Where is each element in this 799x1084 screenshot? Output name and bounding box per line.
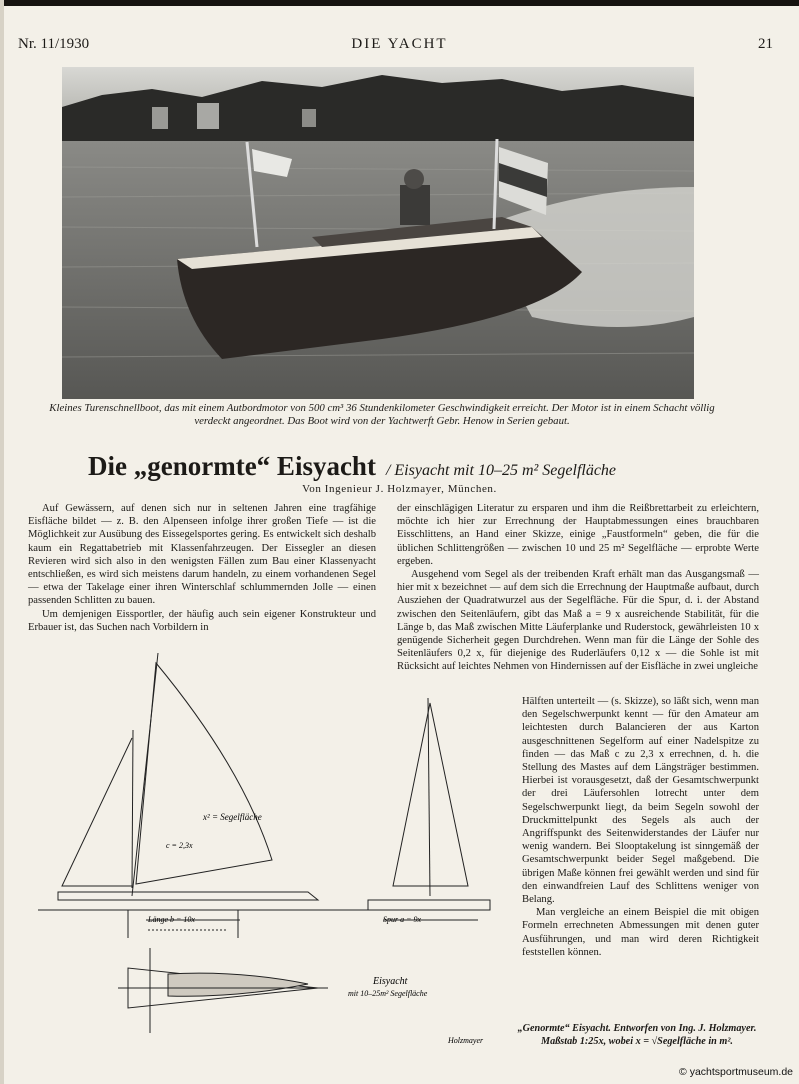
article-title: Die „genormte“ Eisyacht xyxy=(88,451,376,481)
drawing-title: Eisyacht xyxy=(373,976,408,987)
sail-area-label: x² = Segelfläche xyxy=(203,812,262,822)
drawing-subtitle: mit 10–25m² Segelfläche xyxy=(348,989,428,998)
scan-left-edge xyxy=(0,0,4,1084)
figure-caption: „Genormte“ Eisyacht. Entworfen von Ing. J. Holzmayer. Maßstab 1:25x, wobei x = √Segelfläche in m². xyxy=(517,1023,757,1047)
magazine-title: DIE YACHT xyxy=(351,36,448,52)
photo-caption: Kleines Turenschnellboot, das mit einem Autbordmotor von 500 cm³ 36 Stundenkilometer Geschwindigkeit erreicht. Der Motor ist in einem Schacht völlig verdeckt angeordnet. Das Boot wird von der Yachtwerft Gebr. Henow in Serien gebaut. xyxy=(49,402,715,427)
narrow-column xyxy=(522,695,759,959)
article-subtitle: / Eisyacht mit 10–25 m² Segelfläche xyxy=(385,462,617,479)
iceyacht-drawing xyxy=(28,648,523,1048)
paragraph: Ausgehend vom Segel als der treibenden Kraft erhält man das Ausgangsmaß — hier mit x bezeichnet — auf dem sich die Errechnung der Hauptmaße aufbaut, durch Ausziehen der Quadratwurzel aus der Segelfläche. Für die Spur, d. i. der Abstand zwischen den Seitenläufern, gibt das Maß a = 9 x ausreichende Stabilität, für die Länge b, das Maß zwischen Mitte Läuferplanke und Ruderstock, gewährleisten 10 x genügende Sicherheit gegen Durchdrehen. Wenn man für die Länge der Sohle des Seitenläufers 0,2 x, für diejenige des Ruderläufers 0,12 x — die Sohle ist mit Rücksicht auf leichtes Nehmen von Hindernissen auf der Eisfläche in zwei ungleiche xyxy=(397,569,759,673)
paragraph: Hälften unterteilt — (s. Skizze), so läßt sich, wenn man den Segelschwerpunkt kennt — für den Amateur am leichtesten durch Balancieren der aus Karton ausgeschnittenen Segelform auf einer Nadelspitze zu finden — das Maß c zu 2,3 x errechnen, d. h. die Stellung des Mastes auf dem Längsträger bestimmen. Hierbei ist vorausgesetzt, daß der Gesamtschwerpunkt der drei Läufersohlen lotrecht unter dem Segelschwerpunkt liegt, da beim Segeln sowohl der Druckmittelpunkt des Segels als auch der Angriffspunkt des Seitenwiderstandes der Läufer nur wenig wandern. Bei Slooptakelung ist sinngemäß der Gesamtschwerpunkt beider Segel maßgebend. Die übrigen Maße können frei gewählt werden und sind für den einwandfreien Lauf des Schlittens weniger von Belang. xyxy=(522,696,759,906)
scan-top-edge xyxy=(0,0,799,6)
speedboat-illustration xyxy=(62,67,694,399)
page-header xyxy=(18,36,781,58)
paragraph: der einschlägigen Literatur zu ersparen und ihm die Reißbrettarbeit zu erleichtern, möchte ich hier zur Errechnung der Hauptabmessungen eines brauchbaren Eisschlittens, an Hand einer Skizze, einige „Faustformeln“ geben, die für die üblichen Schlittengrößen — zwischen 10 und 25 m² Segelfläche — erprobte Werte ergeben. xyxy=(397,503,759,567)
paragraph: Um demjenigen Eissportler, der häufig auch sein eigener Konstrukteur und Erbauer ist, das Suchen nach Vorbildern in xyxy=(28,608,376,633)
technical-drawing xyxy=(28,648,523,1048)
track-label: Spur a = 9x xyxy=(383,915,422,924)
article-author: Von Ingenieur J. Holzmayer, München. xyxy=(302,483,497,495)
mast-position-label: c = 2,3x xyxy=(166,841,193,850)
speedboat-photo xyxy=(62,67,694,399)
article-title-row xyxy=(88,451,728,482)
drawing-signature: Holzmayer xyxy=(448,1036,484,1045)
paragraph: Man vergleiche an einem Beispiel die mit obigen Formeln errechneten Abmessungen mit denen guter Ausführungen, und man wird deren Richtigkeit feststellen können. xyxy=(522,907,759,958)
issue-number: Nr. 11/1930 xyxy=(18,36,90,52)
page-number: 21 xyxy=(758,36,773,52)
watermark: © yachtsportmuseum.de xyxy=(679,1066,793,1078)
length-label: Länge b = 10x xyxy=(148,915,195,924)
paragraph: Auf Gewässern, auf denen sich nur in seltenen Jahren eine tragfähige Eisfläche bildet — z. B. den Alpenseen infolge ihrer großen Tiefe — ist die Möglichkeit zur Ausübung des Eissegelsportes gering. Es entwickelt sich deshalb kaum ein Regattabetrieb mit Klassenfahrzeugen. Der Eissegler an diesen Revieren wird sich also in den wenigsten Fällen zum Bau einer Klassenyacht entschließen, es wird sich meistens darum handeln, zu einem vorhandenen Segel — etwa der Takelage einer ihren Winterschlaf schlummernden Jolle — einen passenden Schlitten zu bauen. xyxy=(28,503,376,607)
left-column xyxy=(28,502,376,634)
